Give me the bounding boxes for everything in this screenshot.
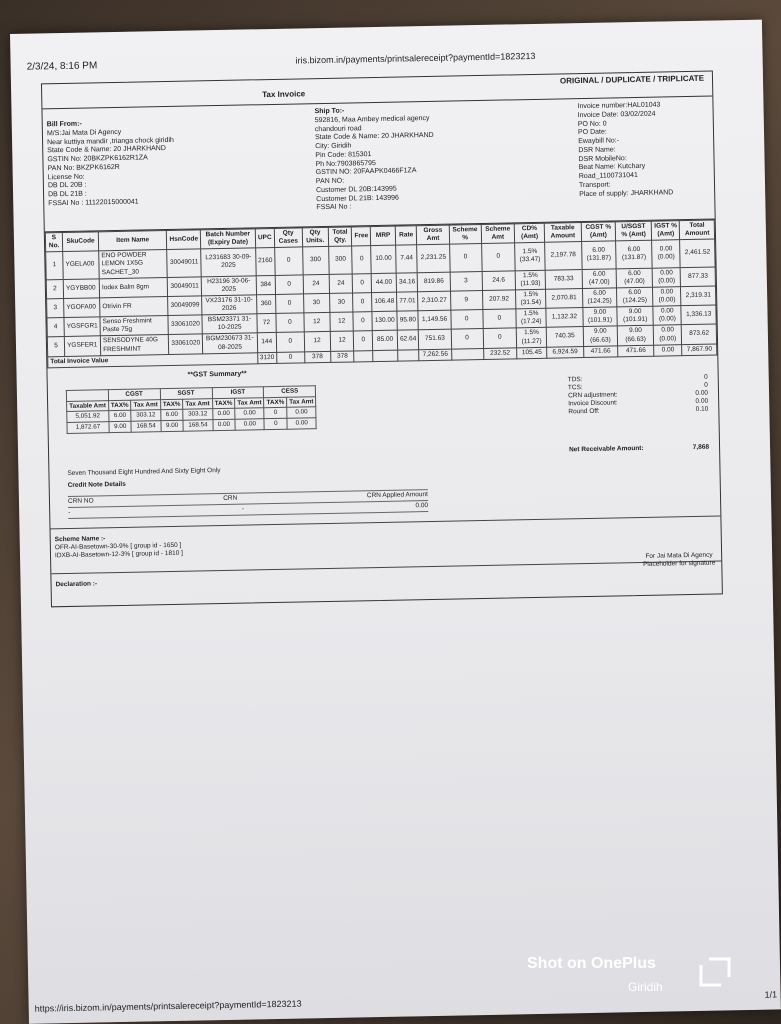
item-cell: 0 <box>482 309 516 329</box>
item-cell: SENSODYNE 40G FRESHMINT <box>100 335 169 356</box>
address-block <box>42 97 714 233</box>
gst-cell: 9.00 <box>109 422 132 433</box>
item-cell: VX23176 31-10-2026 <box>202 295 257 315</box>
item-cell: 85.00 <box>372 330 397 350</box>
items-column-header: Qty Units. <box>302 227 329 247</box>
item-cell: 9.00 (101.91) <box>617 306 653 326</box>
item-cell: 33061020 <box>169 334 203 354</box>
items-column-header: Gross Amt <box>417 225 450 245</box>
bill-from-line: DB DL 20B : <box>47 181 87 190</box>
item-cell: 1.5% (11.93) <box>515 270 545 290</box>
items-column-header: HsnCode <box>167 230 201 250</box>
item-cell: Otrivin FR <box>100 296 169 317</box>
gst-cell: 0.00 <box>235 408 264 419</box>
item-cell: 30 <box>329 293 353 313</box>
signature-block <box>643 551 716 569</box>
item-cell: 3 <box>450 271 482 291</box>
item-cell: 130.00 <box>372 311 397 331</box>
items-column-header: IGST % (Amt) <box>651 221 680 241</box>
summary-row <box>568 406 708 417</box>
item-cell: 0 <box>276 313 304 333</box>
item-cell: 3 <box>47 298 64 318</box>
gst-cell: 168.54 <box>131 421 160 432</box>
item-cell: 6.00 (47.00) <box>616 268 652 288</box>
invoice-title: Tax Invoice <box>262 89 306 100</box>
gst-cell: 6.00 <box>160 410 183 421</box>
items-column-header: CD% (Amt) <box>514 223 544 243</box>
item-cell: 783.33 <box>545 269 582 289</box>
item-cell: YGSFGR1 <box>64 317 100 337</box>
item-cell: YGYBB00 <box>63 278 99 298</box>
signature-line: For Jai Mata Di Agency <box>645 551 713 560</box>
item-cell: 30049011 <box>168 276 202 296</box>
credit-note-title: Credit Note Details <box>67 480 126 489</box>
invoice-meta-line: Transport: <box>578 181 611 189</box>
item-cell: 300 <box>302 247 329 275</box>
item-cell: 9 <box>450 290 482 310</box>
ship-to-line: Pin Code: 815301 <box>315 150 372 159</box>
bill-from-line: License No: <box>47 173 85 181</box>
ship-to-line: State Code & Name: 20 JHARKHAND <box>314 132 434 142</box>
ship-to-line: FSSAI No : <box>316 203 352 212</box>
invoice-meta-line: Beat Name: Kutchary <box>578 163 646 172</box>
invoice-meta-line: Ewaybill No:- <box>578 137 620 146</box>
gst-subheader: Tax Amt <box>287 396 316 407</box>
gst-group: SGST <box>160 387 212 399</box>
net-receivable-label: Net Receivable Amount: <box>569 444 644 454</box>
item-cell: 819.86 <box>418 272 451 292</box>
item-cell: 740.35 <box>546 327 583 347</box>
invoice-meta-line: PO Date: <box>577 128 607 137</box>
footer-url: https://iris.bizom.in/payments/printsalereceipt?paymentId=1823213 <box>34 998 302 1014</box>
ship-to-line: Customer DL 20B:143995 <box>315 185 397 194</box>
item-cell: 1,132.32 <box>546 308 583 328</box>
item-cell: 2,231.25 <box>417 244 450 272</box>
crn-applied-value: 0.00 <box>415 501 429 510</box>
item-cell: 2,461.52 <box>680 239 715 267</box>
item-cell: YGELA00 <box>63 251 100 279</box>
invoice-meta-line: Invoice number:HAL01043 <box>577 101 661 111</box>
item-cell: 0 <box>451 329 483 349</box>
item-cell: 0 <box>481 243 515 271</box>
item-cell: 1,149.56 <box>418 310 451 330</box>
item-cell: 0 <box>276 294 304 314</box>
item-cell: 77.01 <box>397 292 419 312</box>
net-receivable-value: 7,868 <box>692 443 710 451</box>
summary-label: Invoice Discount: <box>568 399 618 408</box>
total-qty: 378 <box>330 351 354 363</box>
invoice-meta <box>577 101 673 199</box>
gst-group: IGST <box>212 386 264 398</box>
item-cell: 0 <box>451 310 483 330</box>
item-cell: 0 <box>353 312 372 332</box>
gst-subheader: Tax Amt <box>131 399 160 410</box>
item-cell: 873.62 <box>682 324 717 344</box>
item-cell: 7.44 <box>396 245 418 273</box>
invoice-meta-line: DSR MobileNo: <box>578 154 627 163</box>
ship-to-line: chandouri road <box>314 124 362 133</box>
item-cell: 1.5% (33.47) <box>515 243 545 271</box>
summary-value: 0.10 <box>695 405 709 414</box>
gst-subheader: Tax Amt <box>235 397 264 408</box>
gst-cell: 0.00 <box>287 407 316 418</box>
item-cell: 751.63 <box>419 329 452 349</box>
item-cell: 33061020 <box>168 315 202 335</box>
divider <box>51 560 721 574</box>
bill-from-line: State Code & Name: 20 JHARKHAND <box>47 145 166 155</box>
item-cell: Senso Freshmint Paste 75g <box>100 316 169 337</box>
gst-cell: 0.00 <box>212 409 235 420</box>
item-cell: 6.00 (131.87) <box>616 240 653 268</box>
print-date: 2/3/24, 8:16 PM <box>26 60 98 73</box>
items-column-header: Item Name <box>98 231 167 252</box>
ship-to-line: GSTIN NO: 20FAAPK0466F1ZA <box>315 167 417 177</box>
items-column-header: Total Qty. <box>328 227 352 247</box>
crn-no-header: CRN NO <box>67 497 94 505</box>
gst-summary-table <box>66 385 317 434</box>
summary-value: 0 <box>704 381 708 389</box>
items-column-header: Scheme % <box>449 224 481 244</box>
invoice-meta-line: Road_1100731041 <box>578 171 638 181</box>
summary-value: 0.00 <box>695 389 709 397</box>
copy-label: ORIGINAL / DUPLICATE / TRIPLICATE <box>559 73 705 86</box>
items-column-header: UPC <box>255 228 275 248</box>
print-url: iris.bizom.in/payments/printsalereceipt?paymentId=1823213 <box>295 50 536 66</box>
item-cell: 877.33 <box>681 267 716 287</box>
oneplus-logo-icon <box>697 955 733 989</box>
item-cell: 72 <box>257 314 277 334</box>
gst-cell: 0.00 <box>235 419 264 430</box>
item-cell: 0 <box>449 244 481 272</box>
bill-from-line: M/S:Jai Mata Di Agency <box>46 128 122 138</box>
item-cell: BSM23371 31-10-2025 <box>202 314 257 334</box>
item-cell: 2 <box>46 279 63 299</box>
item-cell: 0.00 (0.00) <box>652 240 681 268</box>
item-cell: 24 <box>329 274 353 294</box>
items-column-header: CGST % (Amt) <box>581 222 616 242</box>
bill-from-line: Bill From:- <box>46 120 82 129</box>
bill-from <box>47 119 176 209</box>
items-column-header: SkuCode <box>62 232 98 252</box>
item-cell: 44.00 <box>371 273 396 293</box>
total-cgst: 471.66 <box>583 346 618 358</box>
gst-cell: 303.12 <box>183 409 212 420</box>
item-cell: 0 <box>275 275 303 295</box>
item-cell: 207.92 <box>482 290 516 310</box>
camera-watermark-location: Giridih <box>628 980 663 994</box>
item-cell: 9.00 (66.63) <box>617 326 653 346</box>
item-cell: 2,310.27 <box>418 291 451 311</box>
item-cell: 30049099 <box>168 296 202 316</box>
signature-line: Placeholder for signature <box>642 559 716 568</box>
gst-subheader: TAX% <box>264 397 287 408</box>
total-taxable: 6,924.59 <box>547 346 584 358</box>
bill-from-line: DB DL 21B : <box>48 190 87 199</box>
item-cell: 6.00 (47.00) <box>582 269 617 289</box>
item-cell: H23196 30-06-2025 <box>201 275 256 295</box>
invoice-meta-line: PO No: 0 <box>577 120 607 128</box>
item-cell: 2160 <box>255 248 275 276</box>
total-gross: 7,262.56 <box>419 349 452 361</box>
invoice-meta-line: Invoice Date: 03/02/2024 <box>577 110 656 119</box>
item-cell: 300 <box>328 246 352 274</box>
gst-subheader: TAX% <box>160 399 183 410</box>
amount-in-words: Seven Thousand Eight Hundred And Sixty Eight Only <box>67 466 221 477</box>
crn-value: - <box>241 505 245 513</box>
items-column-header: Total Amount <box>680 220 715 240</box>
item-cell: 2,197.78 <box>545 242 582 270</box>
item-cell: 24 <box>303 274 330 294</box>
ship-to-line: City: Giridih <box>315 142 352 151</box>
scheme-line: Scheme Name :- <box>54 535 106 543</box>
gst-cell: 0.00 <box>287 418 316 429</box>
total-upc: 3120 <box>257 352 277 363</box>
gst-cell: 0 <box>264 419 287 430</box>
gst-cell: 0 <box>264 408 287 419</box>
items-column-header: Taxable Amount <box>544 223 581 243</box>
gst-cell: 9.00 <box>161 421 184 432</box>
items-column-header: Rate <box>395 226 417 246</box>
items-column-header: Free <box>352 227 371 247</box>
summary-label: TCS: <box>567 383 583 392</box>
lower-section <box>47 355 721 606</box>
bill-from-line: GSTIN No: 20BKZPK6162R1ZA <box>47 154 148 164</box>
item-cell: 1,336.13 <box>681 305 716 325</box>
items-column-header: MRP <box>370 226 395 246</box>
total-igst: 0.00 <box>654 344 683 356</box>
crn-no-value: - <box>68 508 71 516</box>
total-label: Total Invoice Value <box>48 352 258 367</box>
total-amount: 7,867.90 <box>682 344 717 356</box>
item-cell: 106.48 <box>372 292 397 312</box>
gst-cell: 5,051.92 <box>67 411 109 423</box>
item-cell: BGM230673 31-08-2025 <box>203 333 258 353</box>
item-cell: 6.00 (131.87) <box>581 241 616 269</box>
item-cell: 6.00 (124.25) <box>582 288 617 308</box>
ship-to-line: Ph No:7903865795 <box>315 159 376 168</box>
declaration: Declaration :- <box>55 580 98 588</box>
item-cell: 0 <box>276 332 304 352</box>
item-cell: 10.00 <box>371 245 396 273</box>
item-cell: 9.00 (101.91) <box>583 307 618 327</box>
ship-to-line: 592816, Maa Ambey medical agency <box>314 114 430 124</box>
invoice-meta-line: Place of supply: JHARKHAND <box>579 188 674 198</box>
ship-to-line: PAN NO: <box>315 177 345 186</box>
item-cell: 0 <box>353 292 372 312</box>
summary-label: CRN adjustment: <box>567 391 618 400</box>
item-cell: 62.64 <box>397 330 419 350</box>
net-receivable <box>569 443 709 454</box>
item-cell: 0 <box>353 273 372 293</box>
total-qty-cases: 0 <box>277 352 305 364</box>
total-sgst: 471.66 <box>618 345 654 357</box>
item-cell: 1.5% (11.27) <box>516 328 546 348</box>
item-cell: 0 <box>354 331 373 351</box>
item-cell: 24.6 <box>482 270 516 290</box>
item-cell: Iodex Balm 8gm <box>99 277 168 298</box>
item-cell: 12 <box>330 331 354 351</box>
item-cell: 0 <box>275 247 303 275</box>
item-cell: 144 <box>257 333 277 353</box>
bill-from-line: Near kuttiya mandir ,trianga chock giridih <box>47 136 174 146</box>
item-cell: 95.80 <box>397 311 419 331</box>
gst-subheader: TAX% <box>108 400 131 411</box>
item-cell: L231683 30-09-2025 <box>201 248 256 276</box>
summary-label: TDS: <box>567 375 583 384</box>
item-cell: YGOFA00 <box>64 298 100 318</box>
items-column-header: Qty Cases <box>274 228 302 248</box>
item-cell: 1.5% (17.24) <box>516 308 546 328</box>
item-cell: 0.00 (0.00) <box>653 306 682 326</box>
items-column-header: U/SGST % (Amt) <box>615 221 651 241</box>
item-cell: 0.00 (0.00) <box>652 267 681 287</box>
gst-cell: 1,872.67 <box>67 422 109 434</box>
item-cell: 1 <box>46 252 64 280</box>
bill-from-line: PAN No: BKZPK6162R <box>47 163 120 173</box>
scheme-block <box>55 534 183 561</box>
item-cell: 0.00 (0.00) <box>653 287 682 307</box>
item-cell: 6.00 (124.25) <box>617 287 653 307</box>
summary-label: Round Off: <box>568 407 600 416</box>
items-column-header: Batch Number (Expiry Date) <box>201 229 256 249</box>
item-cell: 2,319.31 <box>681 286 716 306</box>
total-scheme-amt: 232.52 <box>483 347 517 359</box>
item-cell: 5 <box>47 337 64 357</box>
item-cell: 12 <box>304 332 331 352</box>
gst-cell: 6.00 <box>109 411 132 422</box>
item-cell: 12 <box>330 312 354 332</box>
ship-to-line: Ship To:- <box>314 107 345 116</box>
item-cell: 2,070.81 <box>546 288 583 308</box>
gst-cell: 303.12 <box>131 410 160 421</box>
crn-header: CRN <box>223 494 238 502</box>
total-qty-units: 378 <box>304 351 331 363</box>
gst-group: CGST <box>108 388 160 400</box>
gst-group: CESS <box>264 385 316 397</box>
bill-from-line: FSSAI No : 11122015000041 <box>48 198 139 208</box>
amount-summary <box>568 373 709 416</box>
total-cd: 105.45 <box>517 347 547 359</box>
invoice-box <box>41 71 723 608</box>
item-cell: 384 <box>256 275 276 295</box>
gst-cell: 0.00 <box>212 420 235 431</box>
item-cell: 9.00 (66.63) <box>583 326 618 346</box>
item-cell: 30 <box>303 293 330 313</box>
items-table <box>45 220 717 369</box>
summary-value: 0.00 <box>695 397 709 406</box>
gst-cell: 168.54 <box>183 420 212 431</box>
item-cell: 0.00 (0.00) <box>653 325 682 345</box>
scheme-line: IDXB-AI-Basetown-12-3% [ group id - 1810 ] <box>54 549 183 560</box>
credit-note-table <box>68 489 428 519</box>
invoice-meta-line: DSR Name: <box>578 146 616 154</box>
invoice-paper <box>10 20 781 1024</box>
camera-watermark: Shot on OnePlus <box>527 955 656 972</box>
scheme-line: OFR-AI-Basetown-30-9% [ group id - 1650 ] <box>54 541 182 552</box>
gst-subheader: Tax Amt <box>183 398 212 409</box>
crn-applied-header: CRN Applied Amount <box>366 490 428 499</box>
item-cell: ENO POWDER LEMON 1X5G SACHET_30 <box>99 250 168 279</box>
item-cell: 4 <box>47 318 64 338</box>
gst-subheader: Taxable Amt <box>67 400 109 412</box>
ship-to <box>314 106 435 213</box>
item-cell: 0 <box>352 246 371 274</box>
items-column-header: Scheme Amt <box>481 224 515 244</box>
item-cell: YGSFER1 <box>64 336 100 356</box>
summary-value: 0 <box>704 373 708 381</box>
gst-summary-title: **GST Summary** <box>187 370 247 379</box>
gst-subheader: TAX% <box>212 398 235 409</box>
item-cell: 1.5% (31.54) <box>516 289 546 309</box>
item-cell: 360 <box>256 294 276 314</box>
item-cell: 30049011 <box>167 249 201 277</box>
items-column-header: S No. <box>45 233 62 253</box>
item-cell: 34.16 <box>396 272 418 292</box>
item-cell: 12 <box>303 313 330 333</box>
footer-page: 1/1 <box>764 989 778 1000</box>
item-cell: 0 <box>483 328 517 348</box>
ship-to-line: Customer DL 21B: 143996 <box>316 194 399 203</box>
